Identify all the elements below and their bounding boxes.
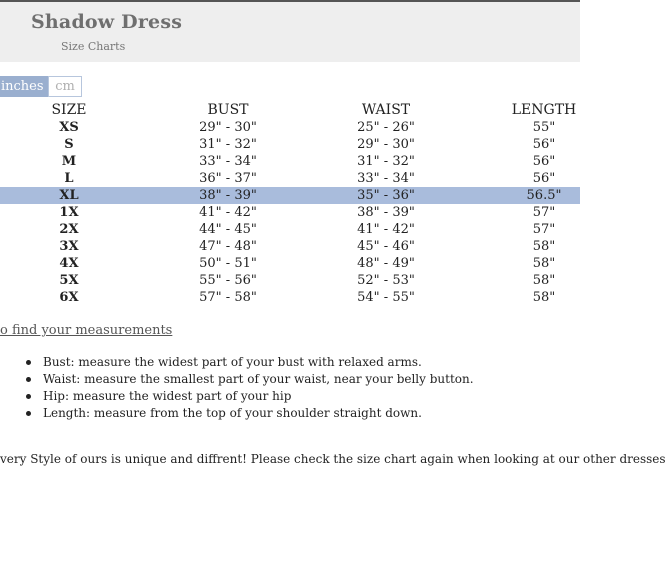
waist-cell: 48" - 49" <box>357 256 415 271</box>
table-row <box>0 136 580 153</box>
table-row <box>0 255 580 272</box>
column-header-length: LENGTH <box>511 102 577 118</box>
table-row <box>0 289 580 306</box>
bust-cell: 41" - 42" <box>199 205 257 220</box>
size-cell: M <box>61 154 77 169</box>
size-cell: XS <box>59 120 79 135</box>
bullet-icon <box>26 360 31 365</box>
waist-cell: 35" - 36" <box>357 188 415 203</box>
list-item <box>24 405 474 422</box>
waist-cell: 41" - 42" <box>357 222 415 237</box>
table-row <box>0 204 580 221</box>
bust-cell: 33" - 34" <box>199 154 257 169</box>
length-cell: 56" <box>532 171 556 186</box>
length-cell: 56" <box>532 137 556 152</box>
table-row <box>0 238 580 255</box>
waist-cell: 38" - 39" <box>357 205 415 220</box>
length-cell: 55" <box>532 120 556 135</box>
size-cell: S <box>64 137 74 152</box>
size-chart-table <box>0 102 580 306</box>
table-row <box>0 153 580 170</box>
bullet-icon <box>26 377 31 382</box>
bust-cell: 29" - 30" <box>199 120 257 135</box>
tip-text: Waist: measure the smallest part of your waist, near your belly button. <box>43 372 474 386</box>
waist-cell: 29" - 30" <box>357 137 415 152</box>
size-cell: 5X <box>59 273 79 288</box>
length-cell: 56.5" <box>526 188 562 203</box>
table-row <box>0 187 580 204</box>
bust-cell: 57" - 58" <box>199 290 257 305</box>
length-cell: 58" <box>532 239 556 254</box>
inches-unit-button[interactable]: inches <box>0 76 48 97</box>
bullet-icon <box>26 394 31 399</box>
table-row <box>0 170 580 187</box>
waist-cell: 33" - 34" <box>357 171 415 186</box>
length-cell: 56" <box>532 154 556 169</box>
size-cell: 6X <box>59 290 79 305</box>
unit-toggle <box>0 76 82 97</box>
size-cell: 2X <box>59 222 79 237</box>
table-row <box>0 221 580 238</box>
length-cell: 57" <box>532 205 556 220</box>
product-title: Shadow Dress <box>31 11 183 33</box>
style-note: very Style of ours is unique and diffrent! Please check the size chart again when looking at our other dresses <box>0 452 666 466</box>
table-row <box>0 272 580 289</box>
size-charts-subtitle: Size Charts <box>61 40 126 53</box>
cm-unit-button[interactable]: cm <box>48 76 82 97</box>
size-cell: 4X <box>59 256 79 271</box>
length-cell: 58" <box>532 273 556 288</box>
length-cell: 57" <box>532 222 556 237</box>
size-cell: XL <box>59 188 79 203</box>
list-item <box>24 388 474 405</box>
bust-cell: 31" - 32" <box>199 137 257 152</box>
column-header-size: SIZE <box>51 102 87 118</box>
bust-cell: 44" - 45" <box>199 222 257 237</box>
waist-cell: 31" - 32" <box>357 154 415 169</box>
tip-text: Length: measure from the top of your shoulder straight down. <box>43 406 422 420</box>
bust-cell: 47" - 48" <box>199 239 257 254</box>
waist-cell: 45" - 46" <box>357 239 415 254</box>
size-cell: L <box>64 171 74 186</box>
table-header-row <box>0 102 580 119</box>
bust-cell: 50" - 51" <box>199 256 257 271</box>
size-cell: 1X <box>59 205 79 220</box>
waist-cell: 54" - 55" <box>357 290 415 305</box>
list-item <box>24 371 474 388</box>
bust-cell: 38" - 39" <box>199 188 257 203</box>
tip-text: Hip: measure the widest part of your hip <box>43 389 292 403</box>
waist-cell: 52" - 53" <box>357 273 415 288</box>
length-cell: 58" <box>532 256 556 271</box>
bullet-icon <box>26 411 31 416</box>
measurement-tips-list <box>24 354 474 422</box>
bust-cell: 55" - 56" <box>199 273 257 288</box>
bust-cell: 36" - 37" <box>199 171 257 186</box>
column-header-bust: BUST <box>207 102 249 118</box>
column-header-waist: WAIST <box>361 102 411 118</box>
size-cell: 3X <box>59 239 79 254</box>
length-cell: 58" <box>532 290 556 305</box>
page-header <box>0 0 580 62</box>
list-item <box>24 354 474 371</box>
find-measurements-link[interactable]: o find your measurements <box>0 323 173 338</box>
waist-cell: 25" - 26" <box>357 120 415 135</box>
table-body <box>0 119 580 306</box>
tip-text: Bust: measure the widest part of your bust with relaxed arms. <box>43 355 422 369</box>
table-row <box>0 119 580 136</box>
